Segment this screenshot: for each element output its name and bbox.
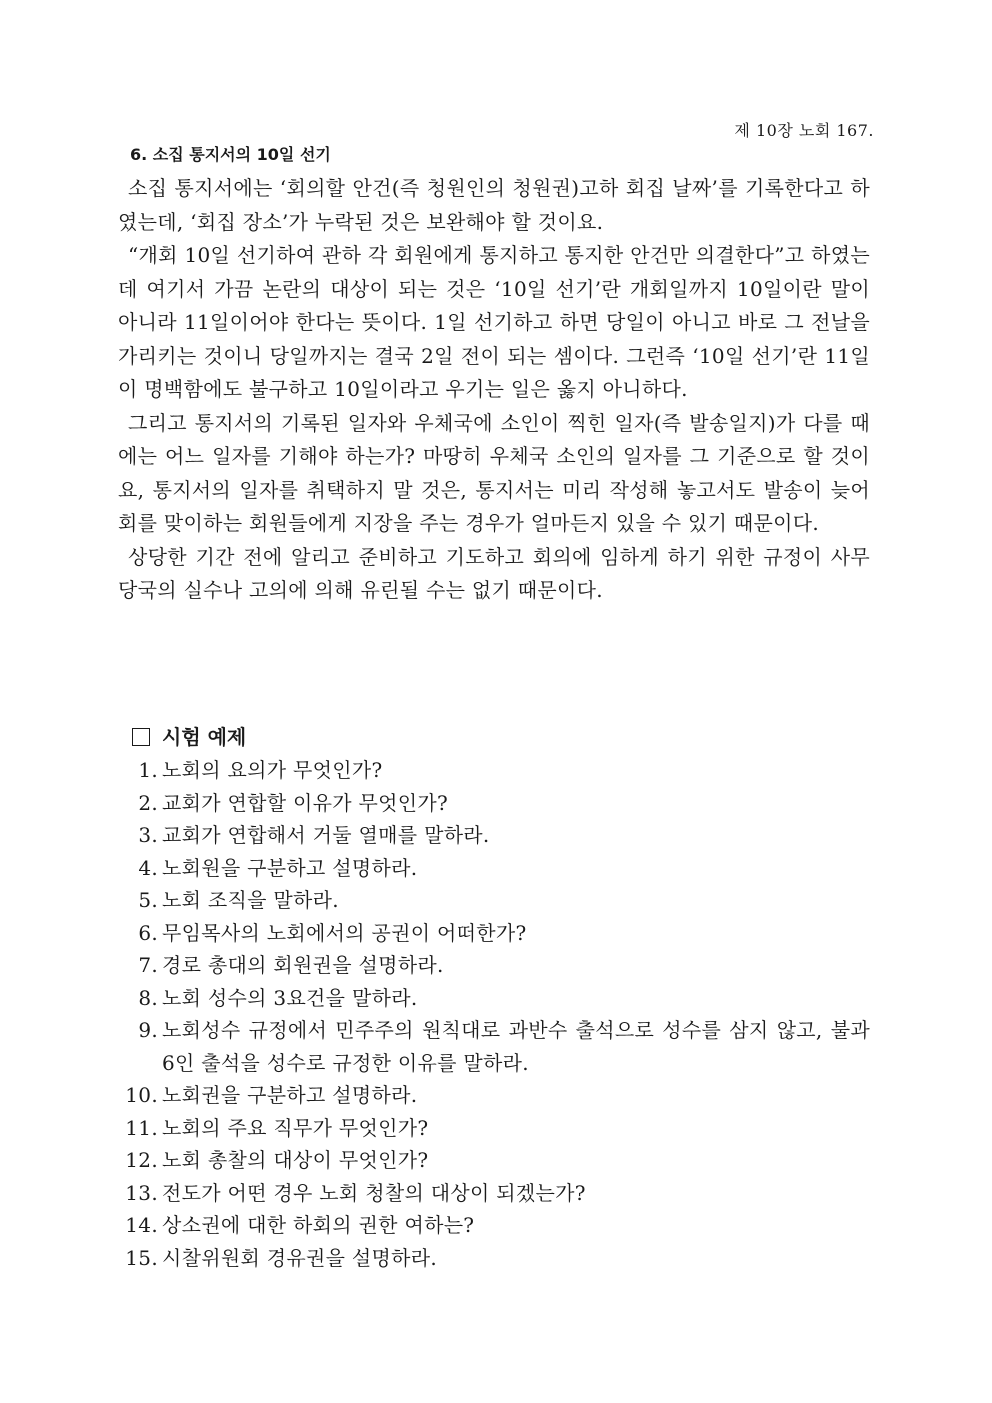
exam-item-number: 11. <box>125 1115 158 1140</box>
exam-item-number: 8. <box>138 985 158 1010</box>
exam-item <box>118 1014 870 1079</box>
exam-item-text: 시찰위원회 경유권을 설명하라. <box>162 1245 438 1270</box>
square-box-icon <box>132 728 150 746</box>
exam-list <box>118 754 870 1274</box>
exam-item <box>118 1209 870 1242</box>
exam-item-number: 9. <box>138 1018 158 1042</box>
section-title: 6. 소집 통지서의 10일 선기 <box>130 145 331 164</box>
exam-item <box>118 1177 870 1210</box>
paragraph: 소집 통지서에는 ‘회의할 안건(즉 청원인의 청원권)고하 회집 날짜’를 기록한다고 하였는데, ‘회집 장소’가 누락된 것은 보완해야 할 것이요. <box>118 176 870 234</box>
exam-section <box>118 720 870 1274</box>
exam-item-number: 13. <box>125 1180 158 1205</box>
exam-item-number: 14. <box>125 1213 158 1237</box>
exam-item-text: 노회권을 구분하고 설명하라. <box>162 1083 418 1107</box>
section-notice <box>118 142 870 608</box>
exam-item-text: 노회 총찰의 대상이 무엇인가? <box>162 1148 429 1172</box>
exam-item <box>118 884 870 917</box>
exam-item-text: 노회원을 구분하고 설명하라. <box>162 855 418 880</box>
exam-item <box>118 852 870 885</box>
exam-item-text: 노회의 주요 직무가 무엇인가? <box>162 1115 429 1140</box>
paragraph: 상당한 기간 전에 알리고 준비하고 기도하고 회의에 임하게 하기 위한 규정이 사무 당국의 실수나 고의에 의해 유린될 수는 없기 때문이다. <box>118 544 870 602</box>
exam-item-text: 노회의 요의가 무엇인가? <box>162 758 383 782</box>
exam-item <box>118 1112 870 1145</box>
exam-item <box>118 819 870 852</box>
exam-heading <box>132 720 870 754</box>
exam-item-text: 상소권에 대한 하회의 권한 여하는? <box>162 1213 475 1237</box>
exam-item-text: 교회가 연합할 이유가 무엇인가? <box>162 790 449 815</box>
exam-item-number: 2. <box>138 790 158 815</box>
exam-item-text: 노회 성수의 3요건을 말하라. <box>162 985 418 1010</box>
exam-item-number: 10. <box>125 1083 158 1107</box>
exam-item <box>118 1079 870 1112</box>
exam-item-number: 7. <box>138 953 158 977</box>
exam-item-number: 5. <box>138 888 158 912</box>
exam-item <box>118 787 870 820</box>
exam-item <box>118 917 870 950</box>
exam-item-number: 15. <box>125 1245 158 1270</box>
exam-item-text: 경로 총대의 회원권을 설명하라. <box>162 953 444 977</box>
exam-item <box>118 754 870 787</box>
exam-item <box>118 949 870 982</box>
exam-item-number: 12. <box>125 1148 158 1172</box>
exam-item-text: 노회 조직을 말하라. <box>162 888 339 912</box>
paragraph: 그리고 통지서의 기록된 일자와 우체국에 소인이 찍힌 일자(즉 발송일지)가 다를 때에는 어느 일자를 기해야 하는가? 마땅히 우체국 소인의 일자를 그 기준으로 할 것이요, 통지서의 일자를 취택하지 말 것은, 통지서는 미리 작성해 놓고서도 발송이 늦어 회를 맞이하는 회원들에게 지장을 주는 경우가 얼마든지 있을 수 있기 때문이다. <box>118 410 870 535</box>
exam-item <box>118 1144 870 1177</box>
exam-item <box>118 982 870 1015</box>
page-header: 제 10장 노회 167. <box>734 121 874 140</box>
exam-item-number: 3. <box>138 823 158 847</box>
exam-item-number: 6. <box>138 920 158 945</box>
exam-item-number: 1. <box>138 758 158 782</box>
exam-item-text: 교회가 연합해서 거둘 열매를 말하라. <box>162 823 490 847</box>
exam-item-text: 전도가 어떤 경우 노회 청찰의 대상이 되겠는가? <box>162 1180 586 1205</box>
paragraph: “개회 10일 선기하여 관하 각 회원에게 통지하고 통지한 안건만 의결한다”고 하였는데 여기서 가끔 논란의 대상이 되는 것은 ‘10일 선기’란 개회일까지 10일이란 말이 아니라 11일이어야 한다는 뜻이다. 1일 선기하고 하면 당일이 아니고 바로 그 전날을 가리키는 것이니 당일까지는 결국 2일 전이 되는 셈이다. 그런즉 ‘10일 선기’란 11일이 명백함에도 불구하고 10일이라고 우기는 일은 옳지 아니하다. <box>118 243 870 401</box>
exam-item-number: 4. <box>138 855 158 880</box>
exam-item-text: 무임목사의 노회에서의 공권이 어떠한가? <box>162 920 527 945</box>
exam-item-text: 노회성수 규정에서 민주주의 원칙대로 과반수 출석으로 성수를 삼지 않고, 불과 6인 출석을 성수로 규정한 이유를 말하라. <box>162 1018 870 1075</box>
exam-item <box>118 1242 870 1275</box>
exam-title: 시험 예제 <box>162 725 247 749</box>
